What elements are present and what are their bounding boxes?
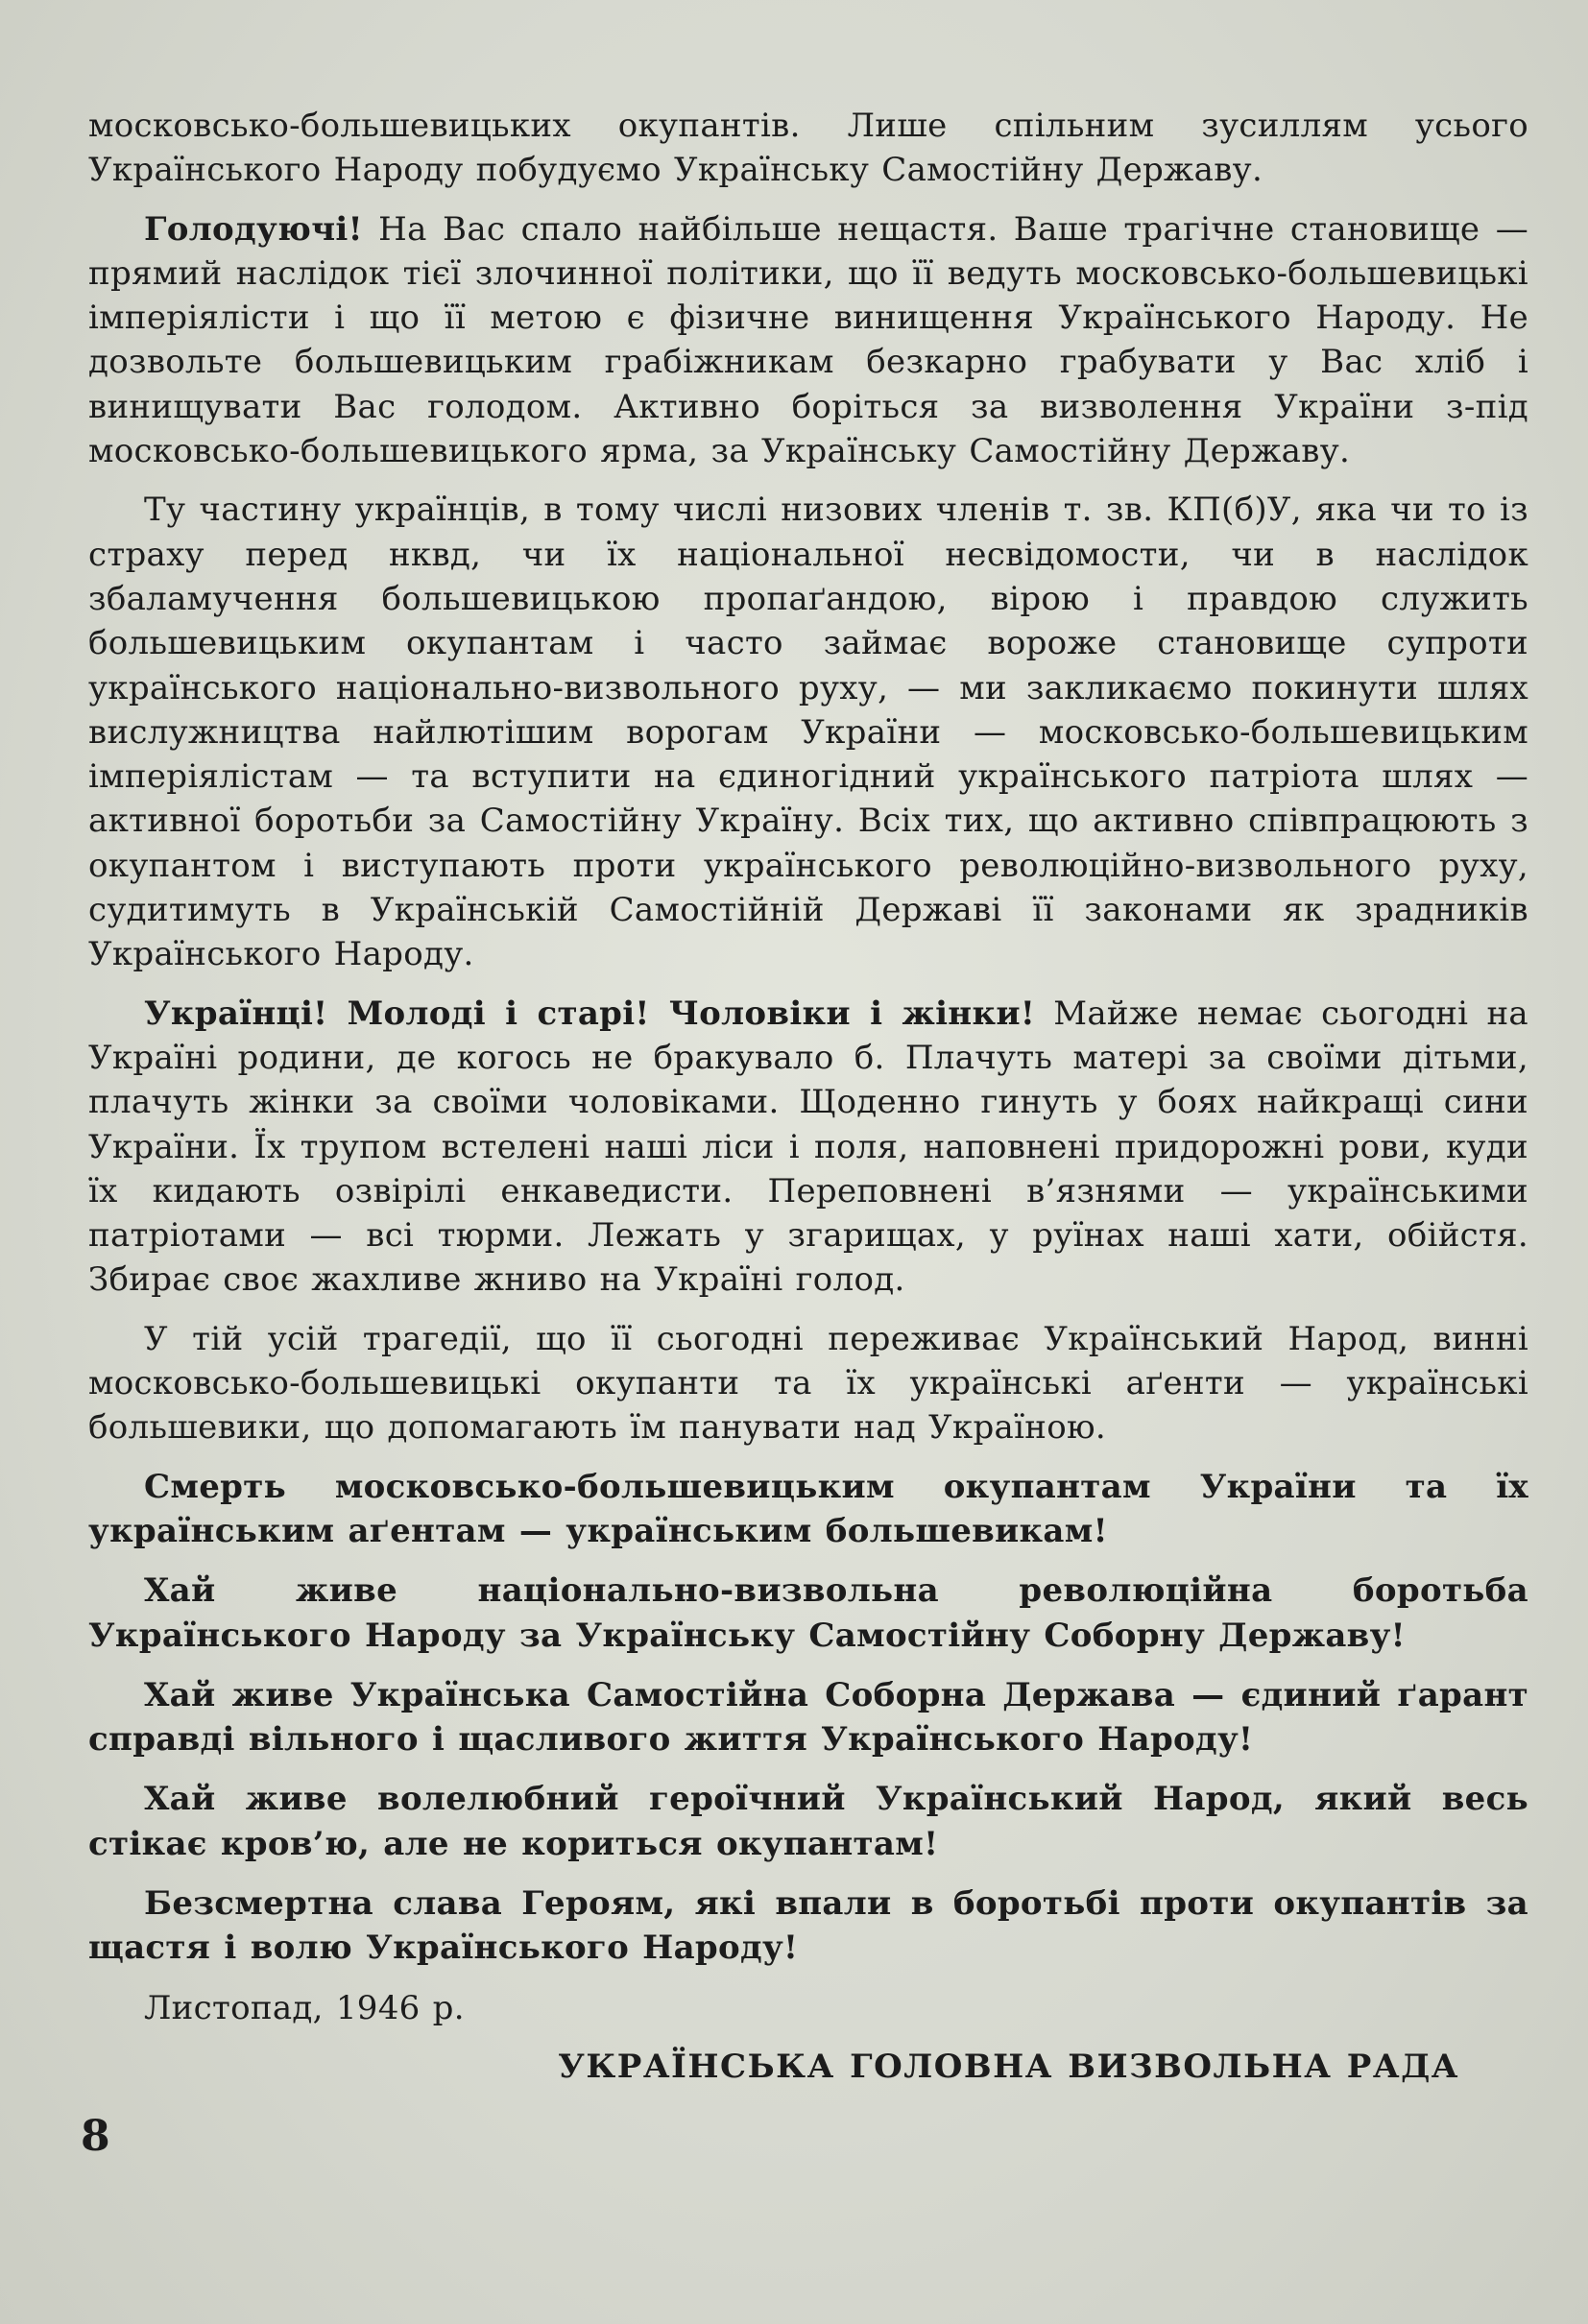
slogan: Хай живе національно-визвольна революційна боротьба Українського Народу за Українську Самостійну Соборну Державу! [88, 1571, 1528, 1655]
paragraph-continuation: московсько-большевицьких окупантів. Лише спільним зусиллям усього Українського Народу побудуємо Українську Самостійну Державу. [88, 107, 1528, 190]
slogan: Безсмертна слава Героям, які впали в боротьбі проти окупантів за щастя і волю Українського Народу! [88, 1883, 1528, 1968]
paragraph-collaborators: Ту частину українців, в тому числі низових членів т. зв. КП(б)У, яка чи то із страху перед нквд, чи їх національної несвідомости, чи в наслідок збаламучення большевицькою пропаґандою, вірою і правдою служить большевицьким окупантам і часто займає вороже становище супроти українського національно-визвольного руху, — ми закликаємо покинути шлях вислужництва найлютішим ворогам України — московсько-большевицьким імперіялістам — та вступити на єдиногідний українського патріота шлях — активної боротьби за Самостійну Україну. Всіх тих, що активно співпрацюють з окупантом і виступають проти українського революційно-визвольного руху, судитимуть в Українській Самостійній Державі її законами як зрадників Українського Народу. [88, 491, 1528, 974]
paragraph-lead: Українці! Молоді і старі! Чоловіки і жінки! [144, 994, 1036, 1033]
paragraph-lead: Голодуючі! [144, 209, 363, 249]
text-block [88, 104, 1528, 2103]
page-number: 8 [81, 2112, 110, 2161]
slogan: Хай живе волелюбний героїчний Український Народ, який весь стікає кров’ю, але не кориться окупантам! [88, 1780, 1528, 1863]
signature: УКРАЇНСЬКА ГОЛОВНА ВИЗВОЛЬНА РАДА [558, 2047, 1459, 2086]
slogan: Смерть московсько-большевицьким окупантам України та їх українським аґентам — українським большевикам! [88, 1467, 1528, 1550]
slogans [88, 1465, 1528, 1971]
slogan: Хай живе Українська Самостійна Соборна Держава — єдиний ґарант справді вільного і щасливого життя Українського Народу! [88, 1675, 1528, 1760]
paragraph-ukrainians: Українці! Молоді і старі! Чоловіки і жінки! Майже немає сьогодні на Україні родини, де когось не бракувало б. Плачуть матері за своїми дітьми, плачуть жінки за своїми чоловіками. Щоденно гинуть у боях найкращі сини України. Їх трупом встелені наші ліси і поля, наповнені придорожні рови, куди їх кидають озвірілі енкаведисти. Переповнені в’язнями — українськими патріотами — всі тюрми. Лежать у згарищах, у руїнах наші хати, обійстя. Збирає своє жахливе жниво на Україні голод. [88, 994, 1528, 1300]
paragraph-starving: Голодуючі! На Вас спало найбільше нещастя. Ваше трагічне становище — прямий наслідок тієї злочинної політики, що її ведуть московсько-большевицькі імперіялісти і що її метою є фізичне винищення Українського Народу. Не дозвольте большевицьким грабіжникам безкарно грабувати у Вас хліб і винищувати Вас голодом. Активно боріться за визволення України з-під московсько-большевицького ярма, за Українську Самостійну Державу. [88, 209, 1528, 471]
date: Листопад, 1946 р. [144, 1988, 465, 2027]
paragraph-tragedy: У тій усій трагедії, що її сьогодні переживає Український Народ, винні московсько-большевицькі окупанти та їх українські аґенти — українські большевики, що допомагають їм панувати над Україною. [88, 1319, 1528, 1448]
